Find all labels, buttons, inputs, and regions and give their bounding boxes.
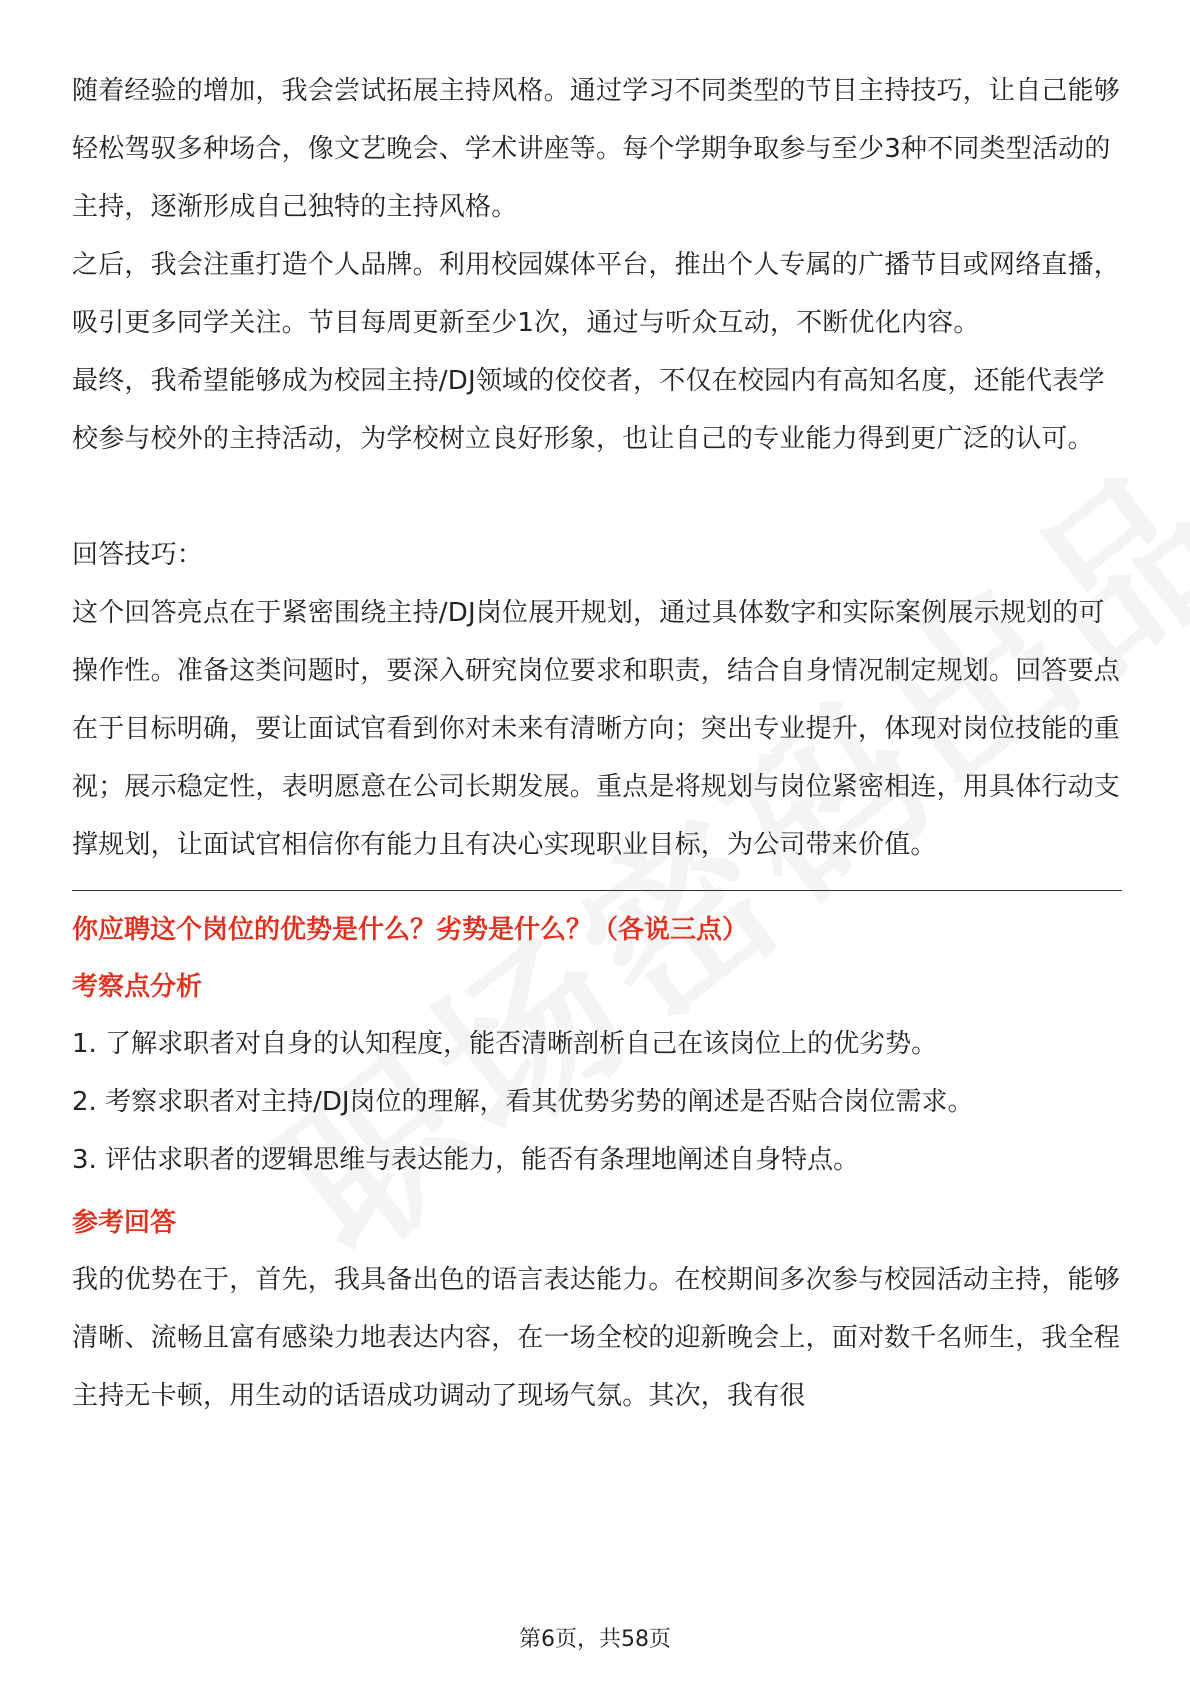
list-item: 1. 了解求职者对自身的认知程度，能否清晰剖析自己在该岗位上的优劣势。 [72, 1029, 938, 1059]
spacer [72, 468, 1122, 526]
intro-paragraph-1: 随着经验的增加，我会尝试拓展主持风格。通过学习不同类型的节目主持技巧，让自己能够轻松驾驭多种场合，像文艺晚会、学术讲座等。每个学期争取参与至少3种不同类型活动的主持，逐渐形成自己独特的主持风格。 [72, 76, 1121, 222]
analysis-list [72, 1015, 1122, 1189]
tips-heading: 回答技巧： [72, 540, 204, 570]
question-title: 你应聘这个岗位的优势是什么？劣势是什么？（各说三点） [72, 915, 749, 945]
section-divider [72, 890, 1122, 891]
page-number: 第6页，共58页 [519, 1627, 671, 1652]
reference-body: 我的优势在于，首先，我具备出色的语言表达能力。在校期间多次参与校园活动主持，能够清晰、流畅且富有感染力地表达内容，在一场全校的迎新晚会上，面对数千名师生，我全程主持无卡顿，用生动的话语成功调动了现场气氛。其次，我有很 [72, 1265, 1121, 1411]
intro-paragraph-3: 最终，我希望能够成为校园主持/DJ领域的佼佼者，不仅在校园内有高知名度，还能代表学校参与校外的主持活动，为学校树立良好形象，也让自己的专业能力得到更广泛的认可。 [72, 366, 1105, 454]
analysis-heading: 考察点分析 [72, 972, 203, 1002]
intro-paragraph-2: 之后，我会注重打造个人品牌。利用校园媒体平台，推出个人专属的广播节目或网络直播，吸引更多同学关注。节目每周更新至少1次，通过与听众互动，不断优化内容。 [72, 250, 1121, 338]
list-item: 2. 考察求职者对主持/DJ岗位的理解，看其优势劣势的阐述是否贴合岗位需求。 [72, 1087, 974, 1117]
tips-body: 这个回答亮点在于紧密围绕主持/DJ岗位展开规划，通过具体数字和实际案例展示规划的可操作性。准备这类问题时，要深入研究岗位要求和职责，结合自身情况制定规划。回答要点在于目标明确，要让面试官看到你对未来有清晰方向；突出专业提升，体现对岗位技能的重视；展示稳定性，表明愿意在公司长期发展。重点是将规划与岗位紧密相连，用具体行动支撑规划，让面试官相信你有能力且有决心实现职业目标，为公司带来价值。 [72, 598, 1121, 860]
document-body [72, 62, 1122, 1425]
reference-heading: 参考回答 [72, 1208, 177, 1238]
list-item: 3. 评估求职者的逻辑思维与表达能力，能否有条理地阐述自身特点。 [72, 1145, 860, 1175]
